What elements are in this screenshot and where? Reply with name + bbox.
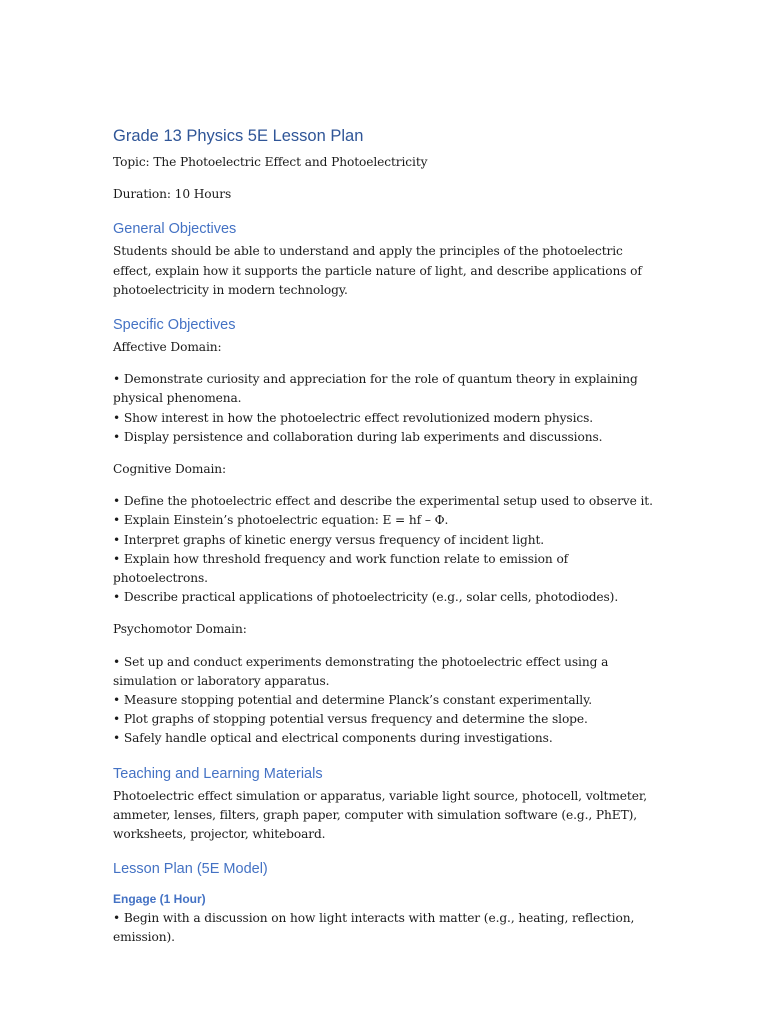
affective-domain-label: Affective Domain: <box>113 340 222 355</box>
psychomotor-item: • Measure stopping potential and determine Planck’s constant experimentally. <box>113 691 658 710</box>
lesson-plan-heading: Lesson Plan (5E Model) <box>113 861 268 878</box>
engage-heading: Engage (1 Hour) <box>113 892 206 907</box>
topic-line: Topic: The Photoelectric Effect and Photoelectricity <box>113 155 428 169</box>
affective-item: • Show interest in how the photoelectric effect revolutionized modern physics. <box>113 409 658 428</box>
specific-objectives-heading: Specific Objectives <box>113 317 236 334</box>
materials-heading: Teaching and Learning Materials <box>113 765 323 782</box>
cognitive-item: • Define the photoelectric effect and describe the experimental setup used to observe it. <box>113 492 658 511</box>
duration-line: Duration: 10 Hours <box>113 187 232 202</box>
affective-item: • Demonstrate curiosity and appreciation for the role of quantum theory in explaining physical phenomena. <box>113 370 658 408</box>
document-title: Grade 13 Physics 5E Lesson Plan <box>113 127 364 145</box>
cognitive-item: • Explain how threshold frequency and work function relate to emission of photoelectrons. <box>113 550 658 588</box>
psychomotor-item: • Safely handle optical and electrical components during investigations. <box>113 729 658 748</box>
affective-item: • Display persistence and collaboration during lab experiments and discussions. <box>113 428 658 447</box>
cognitive-domain-label: Cognitive Domain: <box>113 462 227 477</box>
psychomotor-domain-label: Psychomotor Domain: <box>113 622 247 637</box>
psychomotor-item: • Plot graphs of stopping potential versus frequency and determine the slope. <box>113 710 658 729</box>
materials-text: Photoelectric effect simulation or apparatus, variable light source, photocell, voltmeter, ammeter, lenses, filters, graph paper, computer with simulation software (e.g., PhET), worksheets, projector, whiteboard. <box>113 788 647 842</box>
cognitive-item: • Interpret graphs of kinetic energy versus frequency of incident light. <box>113 531 658 550</box>
cognitive-item: • Explain Einstein’s photoelectric equation: E = hf – Φ. <box>113 511 658 530</box>
cognitive-item: • Describe practical applications of photoelectricity (e.g., solar cells, photodiodes). <box>113 588 658 607</box>
general-objectives-heading: General Objectives <box>113 221 237 238</box>
psychomotor-item: • Set up and conduct experiments demonstrating the photoelectric effect using a simulation or laboratory apparatus. <box>113 653 658 691</box>
general-objectives-text: Students should be able to understand and apply the principles of the photoelectric effect, explain how it supports the particle nature of light, and describe applications of photoelectricity in modern technology. <box>113 244 642 297</box>
document-page <box>113 126 658 948</box>
engage-item: • Begin with a discussion on how light interacts with matter (e.g., heating, reflection, emission). <box>113 909 658 947</box>
